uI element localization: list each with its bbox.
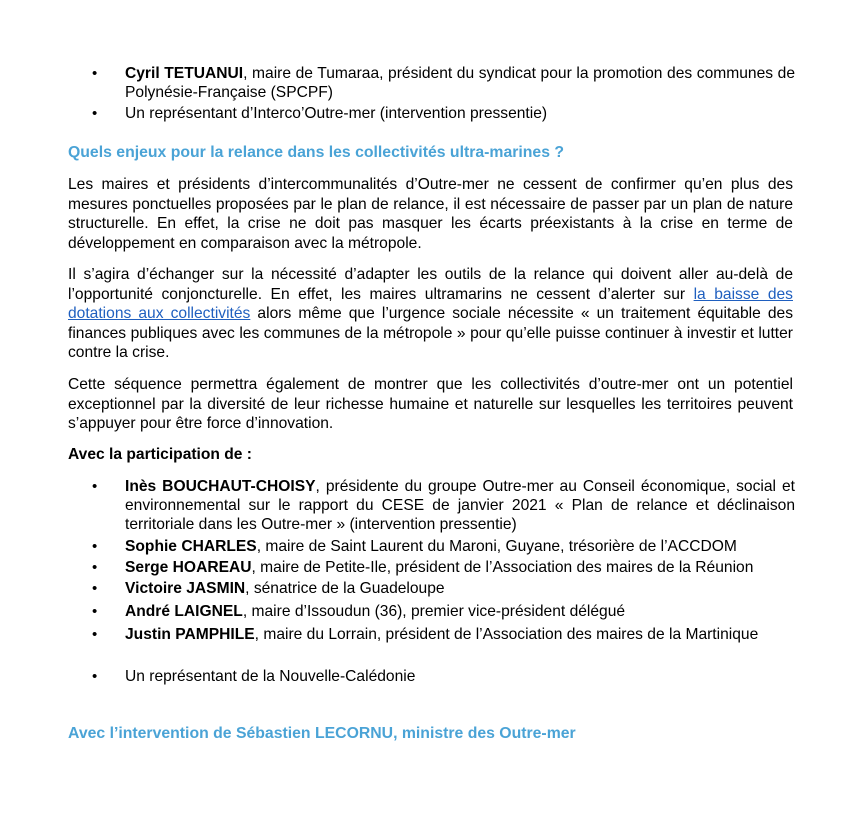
participant-role: , maire d’Issoudun (36), premier vice-président délégué	[242, 603, 626, 620]
participant-name: André LAIGNEL	[125, 603, 243, 620]
speaker-role: Un représentant d’Interco’Outre-mer (intervention pressentie)	[125, 105, 548, 122]
participant-name: Serge HOAREAU	[125, 559, 252, 576]
list-item	[0, 602, 795, 625]
list-item	[0, 667, 795, 687]
speaker-name: Cyril TETUANUI	[125, 65, 244, 82]
section-heading: Quels enjeux pour la relance dans les collectivités ultra-marines ?	[68, 144, 565, 161]
list-item	[0, 64, 795, 104]
list-item	[0, 579, 795, 602]
bullet-icon: •	[92, 65, 98, 82]
bullet-icon: •	[92, 538, 98, 555]
bullet-icon: •	[92, 580, 98, 597]
paragraph-innovation: Cette séquence permettra également de montrer que les collectivités d’outre-mer ont un potentiel exceptionnel par la diversité de leur richesse humaine et naturelle sur lesquelles les territoires peuvent s’appuyer pour être force d’innovation.	[68, 376, 793, 432]
participant-role: , maire de Petite-Ile, président de l’Association des maires de la Réunion	[251, 559, 754, 576]
speaker-role: , maire de Tumaraa, président du syndicat pour la promotion des communes de Polynésie-Française (SPCPF)	[125, 65, 795, 101]
participant-name: Justin PAMPHILE	[125, 626, 255, 643]
paragraph-text: Il s’agira d’échanger sur la nécessité d’adapter les outils de la relance qui doivent aller au-delà de l’opportunité conjoncturelle. En effet, les maires ultramarins ne cessent d’alerter sur	[68, 266, 793, 303]
participants-list	[0, 477, 862, 687]
list-item	[0, 537, 795, 558]
bullet-icon: •	[92, 559, 98, 576]
list-item	[0, 477, 795, 537]
bullet-icon: •	[92, 603, 98, 620]
bullet-icon: •	[92, 626, 98, 643]
participation-label: Avec la participation de :	[68, 446, 252, 463]
dotations-link[interactable]: la baisse des dotations aux collectivités	[68, 285, 793, 322]
participant-role: , maire du Lorrain, président de l’Association des maires de la Martinique	[254, 626, 759, 643]
bullet-icon: •	[92, 478, 98, 495]
list-item	[0, 104, 795, 124]
participant-name: Inès BOUCHAUT-CHOISY	[125, 478, 316, 495]
list-item	[0, 558, 795, 579]
participant-name: Victoire JASMIN	[125, 580, 246, 597]
participant-role: , maire de Saint Laurent du Maroni, Guyane, trésorière de l’ACCDOM	[256, 538, 737, 555]
paragraph-relance	[68, 265, 793, 363]
participant-role: Un représentant de la Nouvelle-Calédonie	[125, 668, 416, 685]
participant-role: , sénatrice de la Guadeloupe	[245, 580, 445, 597]
paragraph-context: Les maires et présidents d’intercommunalités d’Outre-mer ne cessent de confirmer qu’en plus des mesures ponctuelles proposées par le plan de relance, il est nécessaire de passer par un plan de nature structurelle. En effet, la crise ne doit pas masquer les écarts préexistants à la crise en terme de développement en comparaison avec la métropole.	[68, 176, 793, 252]
closing-heading: Avec l’intervention de Sébastien LECORNU, ministre des Outre-mer	[68, 725, 576, 742]
bullet-icon: •	[92, 105, 98, 122]
top-speaker-list	[0, 64, 862, 124]
bullet-icon: •	[92, 668, 98, 685]
list-item	[0, 625, 795, 667]
participant-name: Sophie CHARLES	[125, 538, 257, 555]
participant-role: , présidente du groupe Outre-mer au Conseil économique, social et environnemental sur le rapport du CESE de janvier 2021 « Plan de relance et déclinaison territoriale dans les Outre-mer » (intervention pressentie)	[125, 478, 795, 533]
paragraph-text: alors même que l’urgence sociale nécessite « un traitement équitable des finances publiques avec les communes de la métropole » pour qu’elle puisse continuer à investir et lutter contre la crise.	[68, 305, 793, 361]
